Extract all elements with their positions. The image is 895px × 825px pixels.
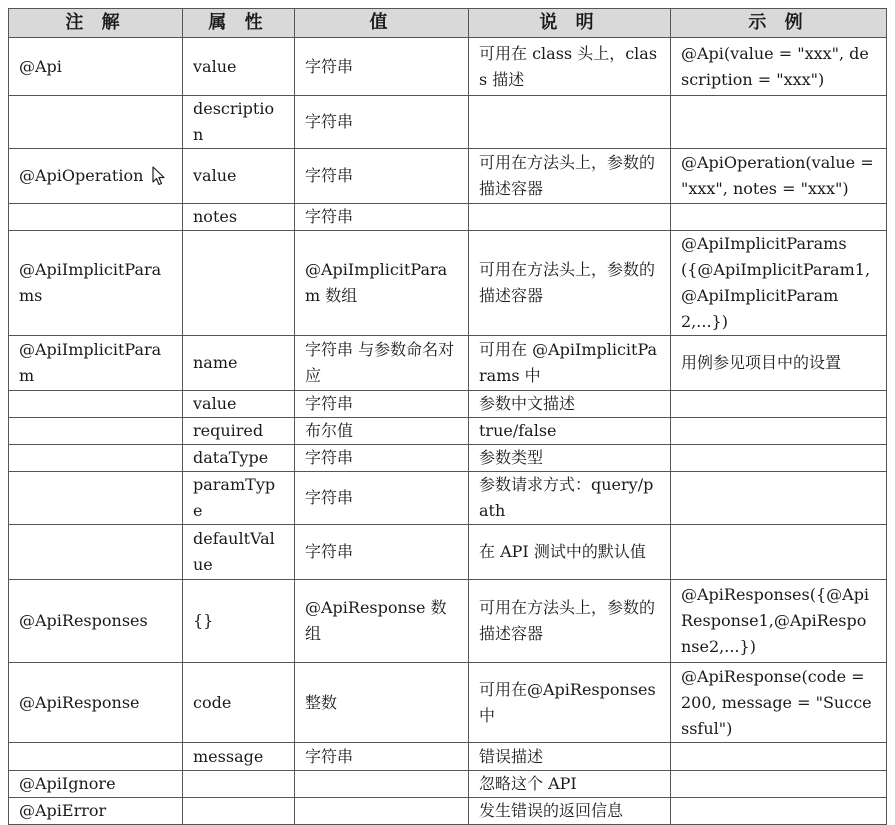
cell-description: true/false: [469, 418, 671, 445]
cell-value: @ApiImplicitParam 数组: [295, 231, 469, 336]
cell-description: 参数请求方式：query/path: [469, 472, 671, 525]
header-annotation: 注 解: [9, 9, 183, 38]
cell-annotation: [9, 743, 183, 771]
cell-value: 布尔值: [295, 418, 469, 445]
cell-value: [295, 771, 469, 798]
cell-value: 字符串: [295, 743, 469, 771]
table-row: [9, 418, 887, 445]
cell-attribute: required: [183, 418, 295, 445]
cell-description: 可用在 @ApiImplicitParams 中: [469, 336, 671, 391]
cell-example: [671, 743, 887, 771]
table-row: [9, 336, 887, 391]
cell-description: 错误描述: [469, 743, 671, 771]
header-value: 值: [295, 9, 469, 38]
cell-attribute: [183, 771, 295, 798]
cell-description: 参数类型: [469, 445, 671, 472]
cell-description: 忽略这个 API: [469, 771, 671, 798]
cell-example: [671, 525, 887, 580]
cell-attribute: value: [183, 391, 295, 418]
table-row: [9, 204, 887, 231]
cell-description: 参数中文描述: [469, 391, 671, 418]
cell-annotation: [9, 204, 183, 231]
cell-attribute: defaultValue: [183, 525, 295, 580]
cell-attribute: [183, 798, 295, 825]
cell-description: 发生错误的返回信息: [469, 798, 671, 825]
cell-value: 字符串: [295, 472, 469, 525]
table-row: [9, 38, 887, 96]
cell-value: 字符串: [295, 391, 469, 418]
cell-example: [671, 472, 887, 525]
cell-annotation: @ApiImplicitParams: [9, 231, 183, 336]
cell-description: 可用在方法头上，参数的描述容器: [469, 231, 671, 336]
mouse-pointer-icon: [152, 166, 166, 186]
cell-annotation: [9, 445, 183, 472]
cell-annotation: @ApiIgnore: [9, 771, 183, 798]
cell-example: [671, 204, 887, 231]
cell-value: 字符串: [295, 38, 469, 96]
table-row: [9, 798, 887, 825]
table-row: [9, 391, 887, 418]
cell-annotation: @ApiResponses: [9, 580, 183, 663]
cell-example: [671, 418, 887, 445]
cell-annotation: @ApiError: [9, 798, 183, 825]
cell-annotation: [9, 96, 183, 149]
cell-attribute: code: [183, 663, 295, 743]
table-row: [9, 149, 887, 204]
cell-annotation: [9, 391, 183, 418]
cell-example: [671, 96, 887, 149]
cell-annotation: [9, 472, 183, 525]
cell-attribute: value: [183, 38, 295, 96]
cell-attribute: [183, 231, 295, 336]
cell-value: [295, 798, 469, 825]
cell-example: @ApiResponses({@ApiResponse1,@ApiResponse2,...}): [671, 580, 887, 663]
cell-attribute: notes: [183, 204, 295, 231]
cell-value: 整数: [295, 663, 469, 743]
cell-value: 字符串: [295, 149, 469, 204]
cell-attribute: value: [183, 149, 295, 204]
header-description: 说 明: [469, 9, 671, 38]
cell-attribute: {}: [183, 580, 295, 663]
cell-example: [671, 798, 887, 825]
cell-example: [671, 771, 887, 798]
cell-example: [671, 445, 887, 472]
header-attribute: 属 性: [183, 9, 295, 38]
cell-annotation: [9, 418, 183, 445]
cell-example: @ApiResponse(code = 200, message = "Successful"): [671, 663, 887, 743]
table-row: [9, 743, 887, 771]
cell-example: @Api(value = "xxx", description = "xxx"): [671, 38, 887, 96]
cell-example: @ApiImplicitParams({@ApiImplicitParam1,@ApiImplicitParam2,...}): [671, 231, 887, 336]
cell-attribute: description: [183, 96, 295, 149]
table-header-row: [9, 9, 887, 38]
table-row: [9, 472, 887, 525]
cell-attribute: name: [183, 336, 295, 391]
header-example: 示 例: [671, 9, 887, 38]
cell-value: @ApiResponse 数组: [295, 580, 469, 663]
cell-annotation: [9, 525, 183, 580]
cell-example: @ApiOperation(value = "xxx", notes = "xxx"): [671, 149, 887, 204]
cell-annotation: @ApiImplicitParam: [9, 336, 183, 391]
cell-value: 字符串: [295, 445, 469, 472]
cell-description: 在 API 测试中的默认值: [469, 525, 671, 580]
cell-example: [671, 391, 887, 418]
cell-description: [469, 204, 671, 231]
table-row: [9, 771, 887, 798]
cell-description: 可用在方法头上，参数的描述容器: [469, 149, 671, 204]
cell-annotation: @ApiResponse: [9, 663, 183, 743]
cell-value: 字符串: [295, 204, 469, 231]
table-row: [9, 580, 887, 663]
annotation-table-container: [8, 8, 887, 825]
cell-example: 用例参见项目中的设置: [671, 336, 887, 391]
swagger-annotation-table: [8, 8, 887, 825]
table-row: [9, 663, 887, 743]
cell-attribute: dataType: [183, 445, 295, 472]
cell-description: [469, 96, 671, 149]
cell-annotation: @Api: [9, 38, 183, 96]
cell-value: 字符串 与参数命名对应: [295, 336, 469, 391]
cell-description: 可用在方法头上，参数的描述容器: [469, 580, 671, 663]
table-row: [9, 231, 887, 336]
table-row: [9, 96, 887, 149]
cell-attribute: message: [183, 743, 295, 771]
table-row: [9, 445, 887, 472]
table-row: [9, 525, 887, 580]
cell-description: 可用在@ApiResponses 中: [469, 663, 671, 743]
cell-annotation: @ApiOperation: [9, 149, 183, 204]
cell-attribute: paramType: [183, 472, 295, 525]
cell-value: 字符串: [295, 96, 469, 149]
cell-description: 可用在 class 头上，class 描述: [469, 38, 671, 96]
cell-value: 字符串: [295, 525, 469, 580]
